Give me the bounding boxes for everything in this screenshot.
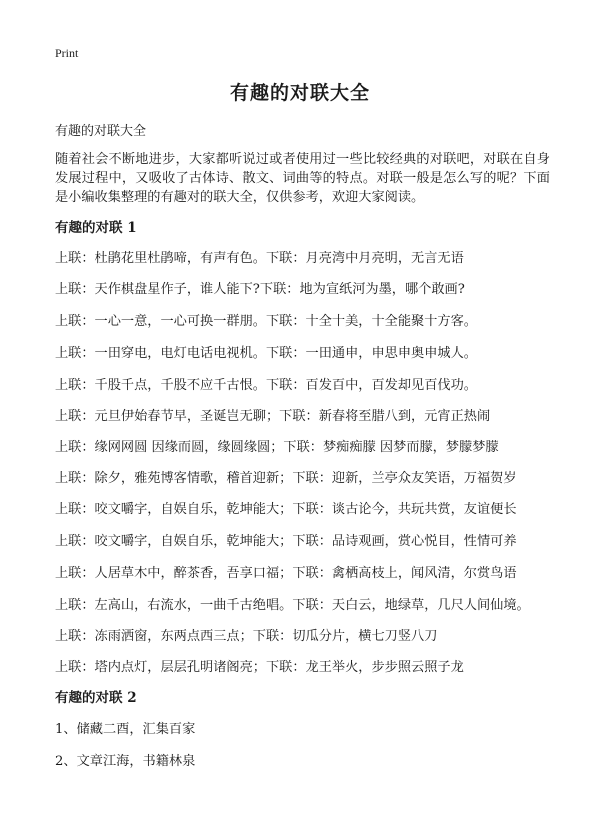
section-heading-1: 有趣的对联 1	[55, 220, 137, 236]
couplet-line: 上联：塔内点灯，层层孔明诸阁亮；下联：龙王举火，步步照云照子龙	[55, 660, 464, 675]
couplet-line: 上联：一田穿电，电灯电话电视机。下联：一田通申，申思申奥申城人。	[55, 346, 477, 361]
document-title: 有趣的对联大全	[229, 82, 370, 104]
section-heading-2: 有趣的对联 2	[55, 690, 137, 706]
list-item: 1、储藏二酉，汇集百家	[55, 722, 196, 737]
couplet-line: 上联：左高山，右流水，一曲千古绝唱。下联：天白云，地绿草，几尺人间仙境。	[55, 598, 530, 613]
couplet-line: 上联：缘网网圆 因缘而圆，缘圆缘圆；下联：梦痴痴朦 因梦而朦，梦朦梦朦	[55, 440, 499, 455]
couplet-line: 上联：天作棋盘星作子，谁人能下?下联：地为宣纸河为墨，哪个敢画?	[55, 282, 465, 297]
couplet-line: 上联：咬文嚼字，自娱自乐，乾坤能大；下联：品诗观画，赏心悦目，性情可养	[55, 534, 517, 549]
couplet-line: 上联：咬文嚼字，自娱自乐，乾坤能大；下联：谈古论今，共玩共赏，友谊便长	[55, 502, 517, 517]
couplet-line: 上联：千股千点，千股不应千古恨。下联：百发百中，百发却见百伐功。	[55, 378, 477, 393]
intro-paragraph: 随着社会不断地进步，大家都听说过或者使用过一些比较经典的对联吧，对联在自身发展过程中，又吸收了古体诗、散文、词曲等的特点。对联一般是怎么写的呢？下面是小编收集整理的有趣对的联大全，仅供参考，欢迎大家阅读。	[55, 152, 550, 205]
couplet-line: 上联：冻雨洒窗，东两点西三点；下联：切瓜分片，横七刀竖八刀	[55, 629, 438, 644]
couplet-line: 上联：一心一意，一心可换一群朋。下联：十全十美，十全能聚十方客。	[55, 314, 477, 329]
couplet-line: 上联：除夕，雅苑博客情歌，稽首迎新；下联：迎新，兰亭众友笑语，万福贺岁	[55, 471, 517, 486]
couplet-line: 上联：人居草木中，醉茶香，吾享口福；下联：禽栖高枝上，闻风清，尔赏鸟语	[55, 566, 517, 581]
list-item: 2、文章江海，书籍林泉	[55, 754, 196, 769]
print-link[interactable]: Print	[55, 46, 79, 60]
couplet-line: 上联：杜鹃花里杜鹃啼，有声有色。下联：月亮湾中月亮明，无言无语	[55, 251, 464, 266]
subtitle: 有趣的对联大全	[55, 124, 147, 139]
couplet-line: 上联：元旦伊始春节早，圣诞岂无聊；下联：新春将至腊八到，元宵正热闹	[55, 409, 491, 424]
